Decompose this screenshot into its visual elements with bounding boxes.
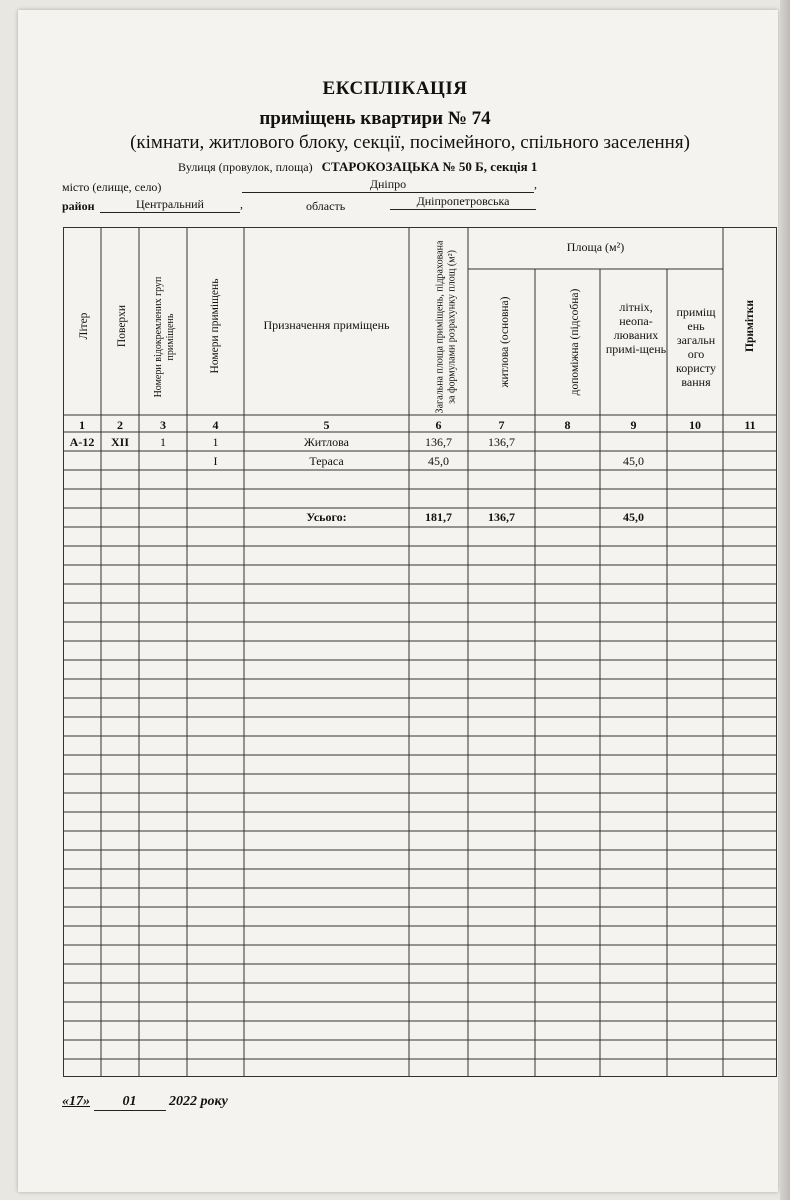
header-notes: Примітки: [744, 300, 756, 352]
column-number: 7: [498, 418, 505, 432]
street-line: [178, 159, 537, 175]
table-cell-group: 1: [160, 435, 166, 449]
total-label: Усього:: [306, 510, 347, 524]
district-value: Центральний: [100, 197, 240, 213]
total-living-value: 136,7: [488, 510, 515, 524]
header-total-area: Загальна площа приміщень, підрахована за формулами розрахунку площ (м²): [434, 240, 458, 414]
column-number: 1: [79, 418, 85, 432]
table-cell-liter: А-12: [69, 435, 95, 449]
city-value-line: Дніпро ,: [242, 177, 537, 193]
header-living: житлова (основна): [499, 296, 511, 388]
table-cell-purpose: Тераса: [309, 454, 344, 468]
column-number: 6: [435, 418, 442, 432]
district-value-line: Центральний ,: [100, 197, 243, 213]
date-month: 01: [94, 1094, 166, 1111]
column-number: 8: [564, 418, 571, 432]
page-edge: [780, 0, 790, 1200]
date-day: «17»: [62, 1094, 90, 1109]
table-cell-room: 1: [212, 435, 219, 449]
column-number: 5: [323, 418, 330, 432]
header-summer: літніх, неопа-люваних примі-щень: [605, 300, 667, 356]
document-date: [62, 1094, 228, 1111]
header-common: приміщ ень загальн ого користу вання: [675, 305, 717, 389]
table-cell-living: 136,7: [488, 435, 515, 449]
column-number: 2: [117, 418, 123, 432]
region-value-line: [390, 194, 536, 210]
column-number: 3: [160, 418, 166, 432]
column-number: 4: [212, 418, 219, 432]
region-value: Дніпропетровська: [390, 194, 536, 210]
column-number: 10: [689, 418, 701, 432]
region-label: область: [306, 199, 346, 213]
header-room-numbers: Номери приміщень: [209, 278, 221, 374]
header-area-group: Площа (м²): [566, 240, 625, 254]
street-value: СТАРОКОЗАЦЬКА № 50 Б, секція 1: [321, 159, 538, 174]
district-line: [62, 199, 95, 214]
region-line: [306, 199, 345, 214]
city-value: Дніпро: [242, 177, 534, 193]
header-purpose: Призначення приміщень: [263, 318, 390, 332]
table-cell-summer: 45,0: [623, 454, 644, 468]
document-subtitle-note: (кімнати, житлового блоку, секції, посімейного, спільного заселення): [130, 132, 690, 153]
table-cell-floor: ХІІ: [110, 435, 129, 449]
document-subtitle: приміщень квартири № 74: [259, 108, 491, 129]
header-liter: Літер: [78, 312, 90, 340]
column-number: 9: [630, 418, 637, 432]
total-area-value: 181,7: [425, 510, 452, 524]
table-cell-total: 45,0: [428, 454, 449, 468]
date-year: 2022 року: [169, 1094, 228, 1109]
header-group-numbers: Номери відокремлених груп приміщень: [153, 276, 176, 398]
header-floors: Поверхи: [116, 304, 128, 348]
table-cell-total: 136,7: [425, 435, 452, 449]
district-label: район: [62, 199, 95, 213]
city-line: [62, 180, 161, 195]
street-label: Вулиця (провулок, площа): [178, 160, 313, 174]
table-cell-room: І: [213, 454, 218, 468]
header-auxiliary: допоміжна (підсобна): [569, 288, 581, 396]
total-summer-value: 45,0: [623, 510, 644, 524]
city-label: місто (елище, село): [62, 180, 162, 194]
document-title: ЕКСПЛІКАЦІЯ: [322, 78, 468, 99]
column-number: 11: [744, 418, 756, 432]
table-cell-purpose: Житлова: [304, 435, 349, 449]
